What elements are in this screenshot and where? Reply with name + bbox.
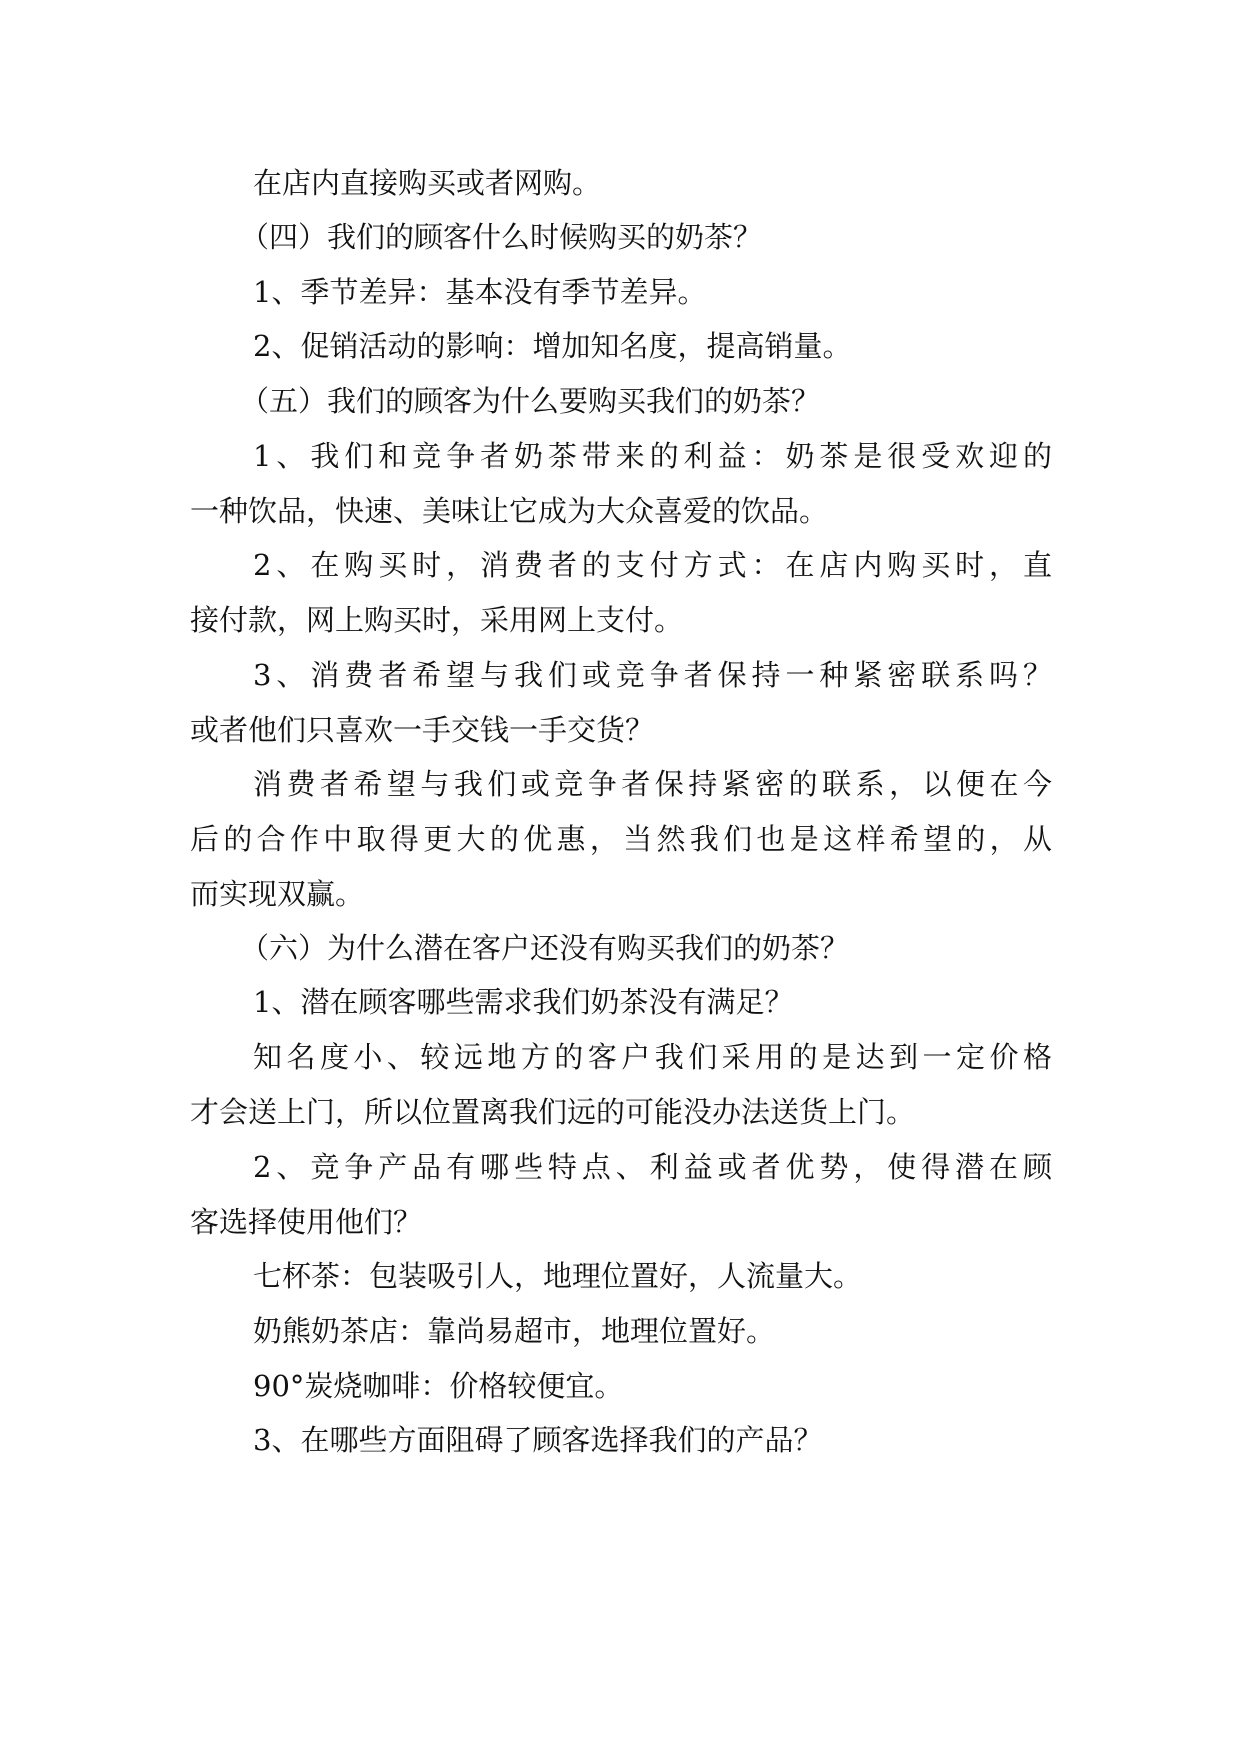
text-line: （五）我们的顾客为什么要购买我们的奶茶？	[240, 384, 821, 418]
paragraph	[190, 1042, 1052, 1127]
paragraph	[190, 1261, 1052, 1291]
text-line: 3、在哪些方面阻碍了顾客选择我们的产品？	[253, 1423, 823, 1457]
text-line: 接付款，网上购买时，采用网上支付。	[190, 603, 684, 637]
section-heading	[190, 222, 1052, 252]
paragraph	[190, 1316, 1052, 1346]
paragraph	[190, 1371, 1052, 1401]
text-line: 知名度小、较远地方的客户我们采用的是达到一定价格	[253, 1040, 1052, 1074]
paragraph	[190, 168, 1052, 198]
text-line: 90°炭烧咖啡：价格较便宜。	[253, 1369, 624, 1403]
paragraph	[190, 769, 1052, 909]
text-line: 客选择使用他们？	[190, 1205, 423, 1239]
text-line: 一种饮品，快速、美味让它成为大众喜爱的饮品。	[190, 494, 829, 528]
text-line: 1、我们和竞争者奶茶带来的利益：奶茶是很受欢迎的	[253, 439, 1052, 473]
paragraph	[190, 550, 1052, 635]
paragraph	[190, 660, 1052, 745]
text-line: 七杯茶：包装吸引人，地理位置好，人流量大。	[253, 1259, 863, 1293]
text-line: 才会送上门，所以位置离我们远的可能没办法送货上门。	[190, 1095, 916, 1129]
text-line: 1、季节差异：基本没有季节差异。	[253, 275, 707, 309]
paragraph	[190, 331, 1052, 361]
paragraph	[190, 441, 1052, 526]
paragraph	[190, 1425, 1052, 1455]
paragraph	[190, 277, 1052, 307]
text-line: 2、在购买时，消费者的支付方式：在店内购买时，直	[253, 548, 1052, 582]
text-line: （四）我们的顾客什么时候购买的奶茶？	[240, 220, 763, 254]
text-line: 2、竞争产品有哪些特点、利益或者优势，使得潜在顾	[253, 1150, 1052, 1184]
text-line: 在店内直接购买或者网购。	[253, 166, 602, 200]
section-heading	[190, 933, 1052, 963]
text-line: 或者他们只喜欢一手交钱一手交货？	[190, 713, 655, 747]
text-line: 3、消费者希望与我们或竞争者保持一种紧密联系吗？	[253, 658, 1052, 692]
paragraph	[190, 1152, 1052, 1237]
text-line: 1、潜在顾客哪些需求我们奶茶没有满足？	[253, 985, 794, 1019]
paragraph	[190, 987, 1052, 1017]
text-line: 消费者希望与我们或竞争者保持紧密的联系，以便在今	[253, 767, 1052, 801]
section-heading	[190, 386, 1052, 416]
text-line: 而实现双赢。	[190, 877, 365, 911]
text-line: 奶熊奶茶店：靠尚易超市，地理位置好。	[253, 1314, 776, 1348]
text-line: （六）为什么潜在客户还没有购买我们的奶茶？	[240, 931, 850, 965]
text-line: 后的合作中取得更大的优惠，当然我们也是这样希望的，从	[190, 822, 1052, 856]
text-line: 2、促销活动的影响：增加知名度，提高销量。	[253, 329, 852, 363]
